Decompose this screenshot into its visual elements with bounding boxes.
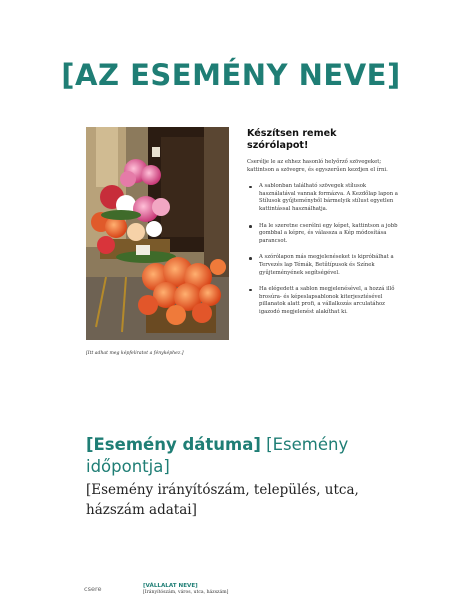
- tip-change-picture[interactable]: Ha le szeretne cserélni egy képet, kattintson a jobb gombbal a képre, és válassza a Kép módosítása parancsot.: [247, 223, 402, 246]
- sidebar-intro[interactable]: Cserélje le az ehhez hasonló helyőrző szövegeket; kattintson a szövegre, és egyszerűen kezdjen el írni.: [247, 159, 388, 173]
- tip-styles[interactable]: A sablonban található szövegek stílusok használatával vannak formázva. A Kezdőlap lapon a Stílusok gyűjteményből bármelyik stílust egyetlen kattintással használhatja.: [247, 183, 402, 213]
- company-name[interactable]: [VÁLLALAT NEVE]: [143, 583, 198, 589]
- flower-photo[interactable]: [86, 127, 229, 340]
- event-date: [Esemény dátuma]: [86, 435, 261, 454]
- event-time: [Esemény időpontja]: [86, 435, 349, 476]
- event-address[interactable]: [Esemény irányítószám, település, utca, házszám adatai]: [86, 482, 359, 518]
- sidebar-heading-line2: szórólapot!: [247, 140, 309, 151]
- sidebar-heading[interactable]: [247, 128, 402, 152]
- tip-matching-templates[interactable]: Ha elégedett a sablon megjelenésével, a hozzá illő brosúra- és képeslapsablonok kiterjesztésével pillanatok alatt profi, a vállalkozás arculatához igazodó megjelenést alakíthat ki.: [247, 286, 402, 316]
- event-title: [AZ ESEMÉNY NEVE]: [61, 58, 401, 92]
- flower-stall-image: [86, 127, 229, 340]
- sidebar: [247, 128, 402, 326]
- tip-design-themes[interactable]: A szórólapon más megjelenéseket is kipróbálhat a Tervezés lap Témák, Betűtípusok és Színek gyűjteményének segítségével.: [247, 254, 402, 277]
- company-info: [143, 583, 343, 596]
- photo-caption[interactable]: [Itt adhat meg képfeliratot a fényképhez.]: [86, 351, 184, 356]
- company-address[interactable]: [Irányítószám, város, utca, házszám]: [143, 590, 229, 595]
- tips-list: [247, 183, 402, 316]
- sidebar-heading-line1: Készítsen remek: [247, 128, 337, 139]
- event-date-time[interactable]: [86, 434, 406, 478]
- logo-placeholder[interactable]: csere: [84, 585, 102, 593]
